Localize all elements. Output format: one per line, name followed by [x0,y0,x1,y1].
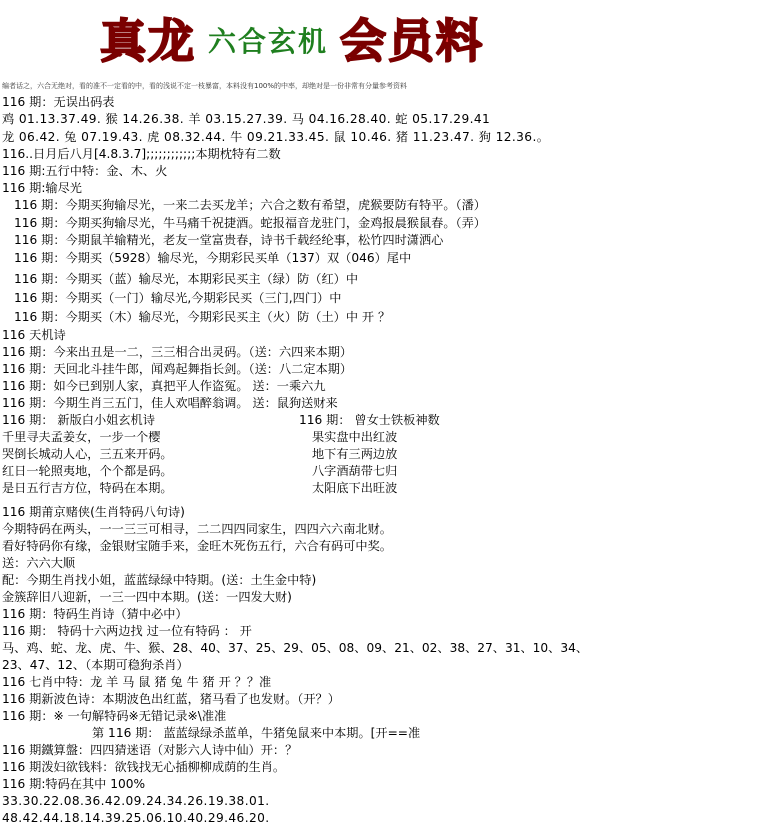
text-line: 116 期：今期买（蓝）输尽光，本期彩民买主（绿）防（红）中 [14,272,359,286]
text-line: 地下有三两边放 [312,447,398,461]
text-line: 33.30.22.08.36.42.09.24.34.26.19.38.01. [2,794,270,808]
text-line: 116 期：今期鼠羊输精光，老友一堂富贵春，诗书千载经纶事，松竹四时潇洒心 [14,233,444,247]
text-line: 看好特码你有缘，金银财宝随手来，金旺木死伤五行，六合有码可中奖。 [2,539,392,553]
text-line: 48.42.44.18.14.39.25.06.10.40.29.46.20. [2,811,270,825]
disclaimer: 编者话之，六合无绝对，看的准不一定看的中，看的浅说不定一枝暴富，本料没有100%的中率，却绝对是一份非常有分量参考资料 [2,82,408,90]
text-line: 红日一轮照夷地，个个都是码。 [2,464,173,478]
text-line: 116 期:输尽光 [2,181,82,195]
text-line: 116 期：今期买（一门）输尽光,今期彩民买（三门,四门）中 [14,291,342,305]
logo [100,8,500,74]
text-line: 配：今期生肖找小姐，蓝蓝绿绿中特期。(送：土生金中特) [2,573,317,587]
logo-part-2: 六合玄机 [208,25,329,58]
text-line: 116 期:五行中特：金、木、火 [2,164,168,178]
text-line: 116 期：今期买（木）输尽光，今期彩民买主（火）防（土）中 开 ？ [14,310,391,324]
text-line: 116 期： 新版白小姐玄机诗 [2,413,155,427]
text-line: 23、47、12、（本期可稳狗杀肖） [2,658,189,672]
text-line: 鸡 01.13.37.49. 猴 14.26.38. 羊 03.15.27.39. 马 04.16.28.40. 蛇 05.17.29.41 [2,112,491,126]
text-line: 116 期：今来出丑是一二，三三相合出灵码。（送：六四来本期） [2,345,353,359]
text-line: 116 期：特码生肖诗（猜中必中） [2,607,188,621]
text-line: 116 期： 曾女士铁板神数 [299,413,440,427]
text-line: 马、鸡、蛇、龙、虎、牛、猴、28、40、37、25、29、05、08、09、21、02、38、27、31、10、34、 [2,641,589,655]
text-line: 116 期莆京赌侠(生肖特码八句诗) [2,505,185,519]
text-line: 哭倒长城动人心，三五来开码。 [2,447,173,461]
text-line: 果实盘中出红波 [312,430,398,444]
text-line: 116 期：天回北斗挂牛郎，闻鸡起舞指长剑。（送：八二定本期） [2,362,353,376]
text-line: 116 期鐵算盤：四四猜迷语（对影六人诗中仙）开：？ [2,743,298,757]
text-line: 116 期泼妇欲钱料：欲钱找无心插柳柳成荫的生肖。 [2,760,286,774]
text-line: 送：六六大顺 [2,556,76,570]
header [0,0,775,80]
text-line: 今期特码在两头，一一三三可相寻，二二四四同家生，四四六六南北财。 [2,522,392,536]
text-line: 116 期：无误出码表 [2,95,115,109]
text-line: 第 116 期： 蓝蓝绿绿杀蓝单，牛猪兔鼠来中本期。[开==准 [92,726,421,740]
text-line: 116 期：如今已到别人家，真把平人作盗冤。 送：一乘六九 [2,379,326,393]
logo-part-1: 真龙 [100,14,196,68]
text-line: 116 七肖中特：龙 羊 马 鼠 猪 兔 牛 猪 开 ？？准 [2,675,272,689]
text-line: 116 期：今期买（5928）输尽光，今期彩民买单（137）双（046）尾中 [14,251,412,265]
text-line: 116 期：今期买狗输尽光，牛马痛千祝捷酒。蛇报福音龙驻门，金鸡报晨猴鼠春。（弄） [14,216,486,230]
text-line: 八字酒葫带七归 [312,464,398,478]
text-line: 是日五行吉方位，特码在本期。 [2,481,173,495]
text-line: 116 期：今期生肖三五门，佳人欢唱醉翁调。 送：鼠狗送财来 [2,396,338,410]
text-line: 千里寻夫孟姜女，一步一个樱 [2,430,161,444]
text-line: 116 期： 特码十六两边找 过一位有特码 ： 开 [2,624,252,638]
text-line: 龙 06.42. 兔 07.19.43. 虎 08.32.44. 牛 09.21.33.45. 鼠 10.46. 猪 11.23.47. 狗 12.36.。 [2,130,550,144]
text-line: 116 期：※ 一句解特码※无错记录※\准准 [2,709,227,723]
text-line: 116 期新波色诗：本期波色出红蓝，猪马看了也发财。（开？） [2,692,340,706]
text-line: 116 期：今期买狗输尽光，一来二去买龙羊；六合之数有希望，虎猴要防有特平。（潘） [14,198,486,212]
text-line: 太阳底下出旺波 [312,481,398,495]
text-line: 金簇辞旧八迎新，一三一四中本期。(送：一四发大财) [2,590,292,604]
logo-part-3: 会员料 [340,14,484,68]
text-line: 116 期:特码在其中 100% [2,777,146,791]
text-line: 116..日月后八月[4.8.3.7];;;;;;;;;;;;本期枕特有二数 [2,147,281,161]
text-line: 116 天机诗 [2,328,66,342]
